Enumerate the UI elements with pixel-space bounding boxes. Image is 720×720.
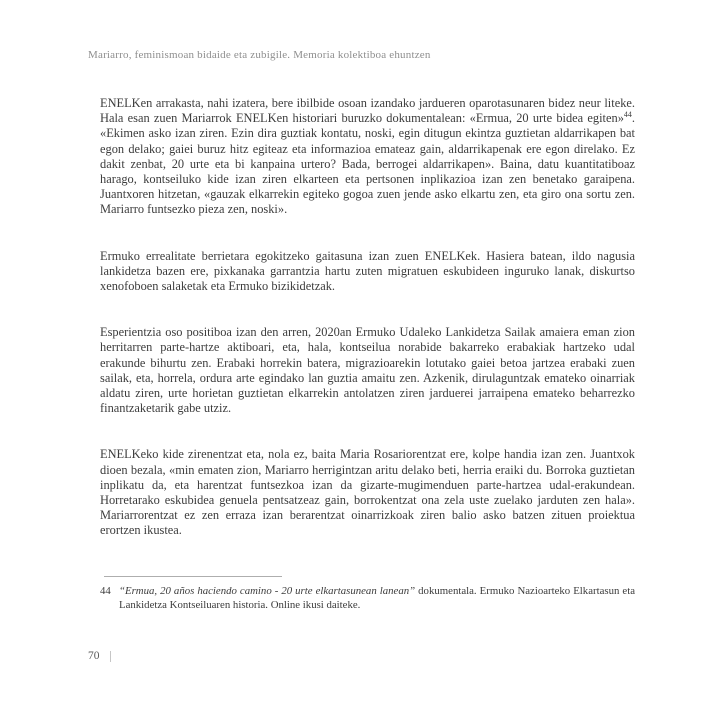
footnote-44 [100,585,635,613]
footnote-text [119,585,635,613]
footnote-text-rest: dokumentala. Ermuko Nazioarteko Elkartasun eta Lankidetza Kontseiluaren historia. Online ikusi daiteke. [119,585,635,611]
footnote-reference-44: 44 [623,110,632,120]
paragraph-1 [100,96,635,218]
footer-divider [110,651,111,662]
body-text [100,96,635,539]
footnote-number: 44 [100,585,111,597]
paragraph-2: Ermuko errealitate berrietara egokitzeko gaitasuna izan zuen ENELKek. Hasiera batean, ildo nagusia lankidetza bazen ere, pixkanaka garrantzia hartu zuten migratuen eskubideen inguruko lanak, diskurtso xenofoboen salaketak eta Ermuko bizikidetzak. [100,248,635,294]
page-number: 70 [88,650,100,662]
footnote-area [100,576,635,613]
paragraph-3: Esperientzia oso positiboa izan den arren, 2020an Ermuko Udaleko Lankidetza Sailak amaiera eman zion herritarren parte-hartze aktiboari, eta, hala, kontseilua norabide bakarreko erabakiak hartzeko udal erakunde bihurtu zen. Erabaki horrekin batera, migrazioarekin lotutako gaiei betoa jartzea erabaki zuen sailak, eta, horrela, ordura arte egindako lan guztia amaitu zen. Azkenik, dirulaguntzak emateko oinarriak aldatu ziren, urte horietan guztietan elkarrekin antolatzen ziren jarduerei jarraipena emateko beharrezko finantzaketarik gabe utziz. [100,325,635,416]
page-footer [88,650,111,662]
paragraph-1-text-before-ref: ENELKen arrakasta, nahi izatera, bere ibilbide osoan izandako jardueren oparotasunaren bidez neur liteke. Hala esan zuen Mariarrok ENELKen historiari buruzko dokumentalean: «Ermua, 20 urte bidea egiten» [100,96,635,126]
footnote-separator-rule [104,576,282,577]
footnote-documentary-title: “Ermua, 20 años haciendo camino - 20 urte elkartasunean lanean” [119,585,416,597]
running-header: Mariarro, feminismoan bidaide eta zubigile. Memoria kolektiboa ehuntzen [88,49,431,61]
paragraph-1-text-after-ref: . «Ekimen asko izan ziren. Ezin dira guztiak kontatu, noski, egin ditugun ekintza guztietan aldarrikapen bat egon delako; gaiei buruz hitz egiteaz eta informazioa emateaz gain, aldarrikapenak ere egon direlako. Ez dakit zenbat, 20 urte eta bi kanpaina urtero? Bada, berrogei aldarrikapen». Baina, datu kuantitatiboaz harago, kontseiluko kide izan ziren elkarteen eta pertsonen inplikazioa izan zen benetako garaipena. Juantxoren hitzetan, «gauzak elkarrekin egiteko gogoa zuen jende asko elkartu zen, eta giro ona sortu zen. Mariarro funtsezko pieza zen, noski». [100,111,635,217]
paragraph-4: ENELKeko kide zirenentzat eta, nola ez, baita Maria Rosariorentzat ere, kolpe handia izan zen. Juantxok dioen bezala, «min ematen zion, Mariarro herrigintzan aritu delako beti, herria eraiki du. Borroka guztietan inplikatu da, eta harentzat funtsezkoa izan da gizarte-mugimenduen parte-hartzea udal-erakundean. Horretarako eskubidea genuela pentsatzeaz gain, borrokentzat ona zela uste zuelako jarduten zen hala». Mariarrorentzat ez zen erraza izan berarentzat oinarrizkoak ziren balio asko batzen zituen proiektua erortzen ikustea. [100,447,635,538]
